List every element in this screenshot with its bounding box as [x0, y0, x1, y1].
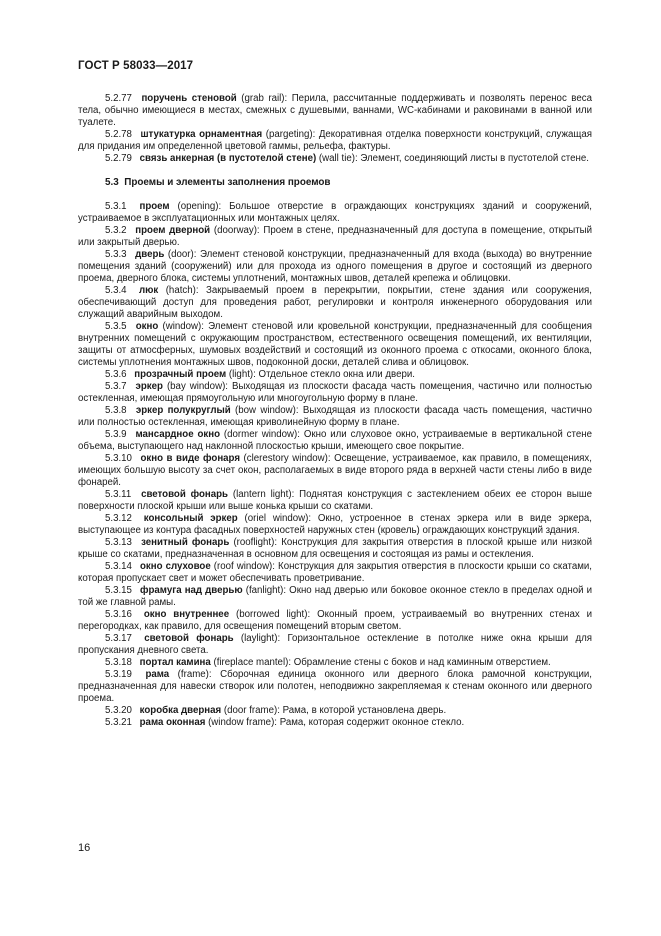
entry-term: окно в виде фонаря — [140, 453, 240, 464]
entry-number: 5.3.9 — [105, 429, 127, 440]
entry-term: рама — [145, 669, 170, 680]
entry-term: портал камина — [139, 657, 211, 668]
definition-entry — [78, 201, 592, 225]
entry-term: связь анкерная (в пустотелой стене) — [139, 153, 317, 164]
entry-term: световой фонарь — [144, 633, 234, 644]
entry-number: 5.3.2 — [105, 225, 127, 236]
entry-text: Освещение, устраиваемое, как правило, в помещениях, имеющих большую высоту за счет окон, располагаемых в виде второго ряда в верхней части стены либо в виде фонарей. — [78, 453, 592, 488]
entry-term: окно внутреннее — [143, 609, 230, 620]
entry-number: 5.2.77 — [105, 93, 132, 104]
entry-text: Рама, в которой установлена дверь. — [282, 705, 447, 716]
definition-entry — [78, 513, 592, 537]
entry-number: 5.3.4 — [105, 285, 127, 296]
definition-entry — [78, 285, 592, 321]
definition-entry — [78, 717, 592, 729]
entry-term: поручень стеновой — [141, 93, 237, 104]
entry-number: 5.3.15 — [105, 585, 132, 596]
section-heading — [78, 177, 592, 189]
entry-term: зенитный фонарь — [141, 537, 230, 548]
entry-text: Конструкция для закрытия отверстия в плоскости крыши со скатами, которая пропускает свет и может обеспечивать проветривание. — [78, 561, 593, 584]
entry-english: (roof window): — [213, 561, 275, 572]
entry-english: (rooflight): — [233, 537, 278, 548]
entry-english: (clerestory window): — [243, 453, 331, 464]
entry-number: 5.3.17 — [105, 633, 132, 644]
entry-english: (light): — [228, 369, 256, 380]
definitions-5-2 — [78, 93, 592, 165]
entry-text: Перила, рассчитанные поддерживать и позволять перенос веса тела, обычно имеющиеся в местах, смежных с душевыми, ваннами, WC-кабинами и раковинами в ванной или туалете. — [78, 93, 592, 128]
entry-term: световой фонарь — [141, 489, 229, 500]
entry-term: проем дверной — [135, 225, 211, 236]
definition-entry — [78, 561, 592, 585]
definition-entry — [78, 405, 592, 429]
section-title: Проемы и элементы заполнения проемов — [124, 177, 331, 188]
entry-term: окно — [135, 321, 159, 332]
entry-term: прозрачный проем — [134, 369, 227, 380]
entry-text: Окно над дверью или боковое оконное стекло в пределах одной и той же главной рамы. — [78, 585, 592, 608]
entry-english: (hatch): — [165, 285, 199, 296]
entry-number: 5.3.16 — [105, 609, 132, 620]
entry-term: люк — [138, 285, 159, 296]
definition-entry — [78, 225, 592, 249]
definition-entry — [78, 129, 592, 153]
entry-number: 5.3.21 — [105, 717, 132, 728]
entry-number: 5.3.7 — [105, 381, 127, 392]
entry-term: мансардное окно — [135, 429, 221, 440]
definition-entry — [78, 93, 592, 129]
entry-term: проем — [139, 201, 170, 212]
entry-english: (door frame): — [223, 705, 280, 716]
entry-text: Выходящая из плоскости фасада часть помещения, частично или полностью остекленная, имеющая криволинейную форму в плане. — [78, 405, 592, 428]
entry-number: 5.3.5 — [105, 321, 127, 332]
definition-entry — [78, 489, 592, 513]
entry-english: (fireplace mantel): — [213, 657, 292, 668]
document-header: ГОСТ Р 58033—2017 — [78, 60, 194, 72]
entry-text: Оконный проем, устраиваемый во внутренних стенах и перегородках, как правило, для освещения помещений вторым светом. — [78, 609, 592, 632]
definition-entry — [78, 453, 592, 489]
entry-term: окно слуховое — [140, 561, 211, 572]
entry-text: Элемент стеновой или кровельной конструкции, предназначенный для сообщения внутренних помещений с окружающим пространством, естественного освещения помещений, их вентиляции, защиты от атмосферных, шумовых воздействий и состоящий из оконного проема с откосами, оконного блока, системы уплотнения монтажных швов, подоконной доски, деталей слива и облицовок. — [78, 321, 593, 368]
entry-english: (grab rail): — [241, 93, 288, 104]
entry-text: Проем в стене, предназначенный для доступа в помещение, открытый или закрытый дверью. — [78, 225, 593, 248]
entry-english: (fanlight): — [245, 585, 287, 596]
entry-number: 5.3.20 — [105, 705, 132, 716]
entry-text: Большое отверстие в ограждающих конструкциях зданий и сооружений, устраиваемое в эксплуатационных или монтажных целях. — [78, 201, 592, 224]
entry-term: коробка дверная — [139, 705, 222, 716]
entry-text: Окно или слуховое окно, устраиваемые в вертикальной стене объема, выступающего над наклонной плоскостью крыши, имеющего свое покрытие. — [78, 429, 592, 452]
entry-english: (bay window): — [166, 381, 228, 392]
entry-number: 5.3.3 — [105, 249, 127, 260]
entry-text: Элемент, соединяющий листы в пустотелой стене. — [360, 153, 589, 164]
entry-number: 5.3.19 — [105, 669, 132, 680]
entry-number: 5.3.14 — [105, 561, 132, 572]
section-number: 5.3 — [105, 177, 119, 188]
entry-english: (frame): — [177, 669, 212, 680]
entry-term: консольный эркер — [143, 513, 238, 524]
entry-english: (door): — [167, 249, 197, 260]
entry-text: Горизонтальное остекление в потолке ниже окна крыши для пропускания дневного света. — [78, 633, 592, 656]
entry-term: штукатурка орнаментная — [140, 129, 263, 140]
definition-entry — [78, 609, 592, 633]
entry-term: эркер — [135, 381, 163, 392]
definition-entry — [78, 585, 592, 609]
entry-text: Отдельное стекло окна или двери. — [258, 369, 415, 380]
entry-text: Закрываемый проем в перекрытии, покрытии, стене здания или сооружения, обеспечивающий доступ для проведения работ, регулировки и контроля инженерного оборудования или служащий аварийным выходом. — [78, 285, 592, 320]
entry-english: (window): — [162, 321, 204, 332]
definition-entry — [78, 633, 592, 657]
definition-entry — [78, 657, 592, 669]
entry-number: 5.3.18 — [105, 657, 132, 668]
entry-english: (pargeting): — [265, 129, 316, 140]
entry-number: 5.2.78 — [105, 129, 132, 140]
entry-english: (lantern light): — [232, 489, 295, 500]
entry-term: рама оконная — [139, 717, 206, 728]
entry-number: 5.3.8 — [105, 405, 127, 416]
entry-number: 5.3.12 — [105, 513, 132, 524]
definitions-5-3 — [78, 201, 592, 729]
document-body — [78, 93, 592, 729]
entry-english: (laylight): — [240, 633, 281, 644]
entry-text: Поднятая конструкция с застеклением обеих ее сторон выше поверхности плоской крыши или выше конька крыши со скатами. — [78, 489, 593, 512]
entry-text: Конструкция для закрытия отверстия в плоской крыше или низкой крыше со скатами, предназначенная в основном для освещения и состоящая из рамы и остекления. — [78, 537, 592, 560]
entry-text: Сборочная единица оконного или дверного блока рамочной конструкции, предназначенная для навески створок или полотен, неподвижно закрепляемая к стенам оконного или дверного проема. — [78, 669, 592, 704]
entry-text: Декоративная отделка поверхности конструкций, служащая для придания им определенной цветовой гаммы, рельефа, фактуры. — [78, 129, 592, 152]
entry-english: (dormer window): — [223, 429, 300, 440]
entry-number: 5.3.6 — [105, 369, 127, 380]
entry-english: (bow window): — [235, 405, 299, 416]
page-number: 16 — [78, 842, 91, 854]
definition-entry — [78, 537, 592, 561]
entry-number: 5.3.10 — [105, 453, 132, 464]
entry-english: (borrowed light): — [235, 609, 311, 620]
entry-english: (doorway): — [213, 225, 260, 236]
entry-term: эркер полукруглый — [135, 405, 231, 416]
definition-entry — [78, 153, 592, 165]
entry-text: Обрамление стены с боков и над каминным отверстием. — [293, 657, 551, 668]
entry-text: Выходящая из плоскости фасада часть помещения, частично или полностью остекленная, имеющая прямоугольную или многоугольную форму в плане. — [78, 381, 592, 404]
entry-number: 5.3.13 — [105, 537, 132, 548]
entry-english: (window frame): — [208, 717, 277, 728]
definition-entry — [78, 705, 592, 717]
entry-text: Окно, устроенное в стенах эркера или в виде эркера, выступающее из контура фасадных поверхностей наружных стен (кровель) ограждающих конструкций здания. — [78, 513, 592, 536]
entry-term: фрамуга над дверью — [140, 585, 243, 596]
definition-entry — [78, 429, 592, 453]
entry-term: дверь — [135, 249, 165, 260]
definition-entry — [78, 249, 592, 285]
entry-number: 5.3.11 — [105, 489, 132, 500]
entry-text: Элемент стеновой конструкции, предназначенный для входа (выхода) во внутренние помещения зданий (сооружений) или для прохода из одного помещения в другое и состоящий из дверного проема, дверного блока, системы уплотнений, монтажных швов, деталей крепежа и облицовки. — [78, 249, 592, 284]
definition-entry — [78, 369, 592, 381]
entry-text: Рама, которая содержит оконное стекло. — [279, 717, 465, 728]
entry-english: (oriel window): — [244, 513, 312, 524]
entry-english: (opening): — [177, 201, 222, 212]
definition-entry — [78, 381, 592, 405]
definition-entry — [78, 669, 592, 705]
entry-english: (wall tie): — [318, 153, 358, 164]
definition-entry — [78, 321, 592, 369]
entry-number: 5.3.1 — [105, 201, 127, 212]
entry-number: 5.2.79 — [105, 153, 132, 164]
